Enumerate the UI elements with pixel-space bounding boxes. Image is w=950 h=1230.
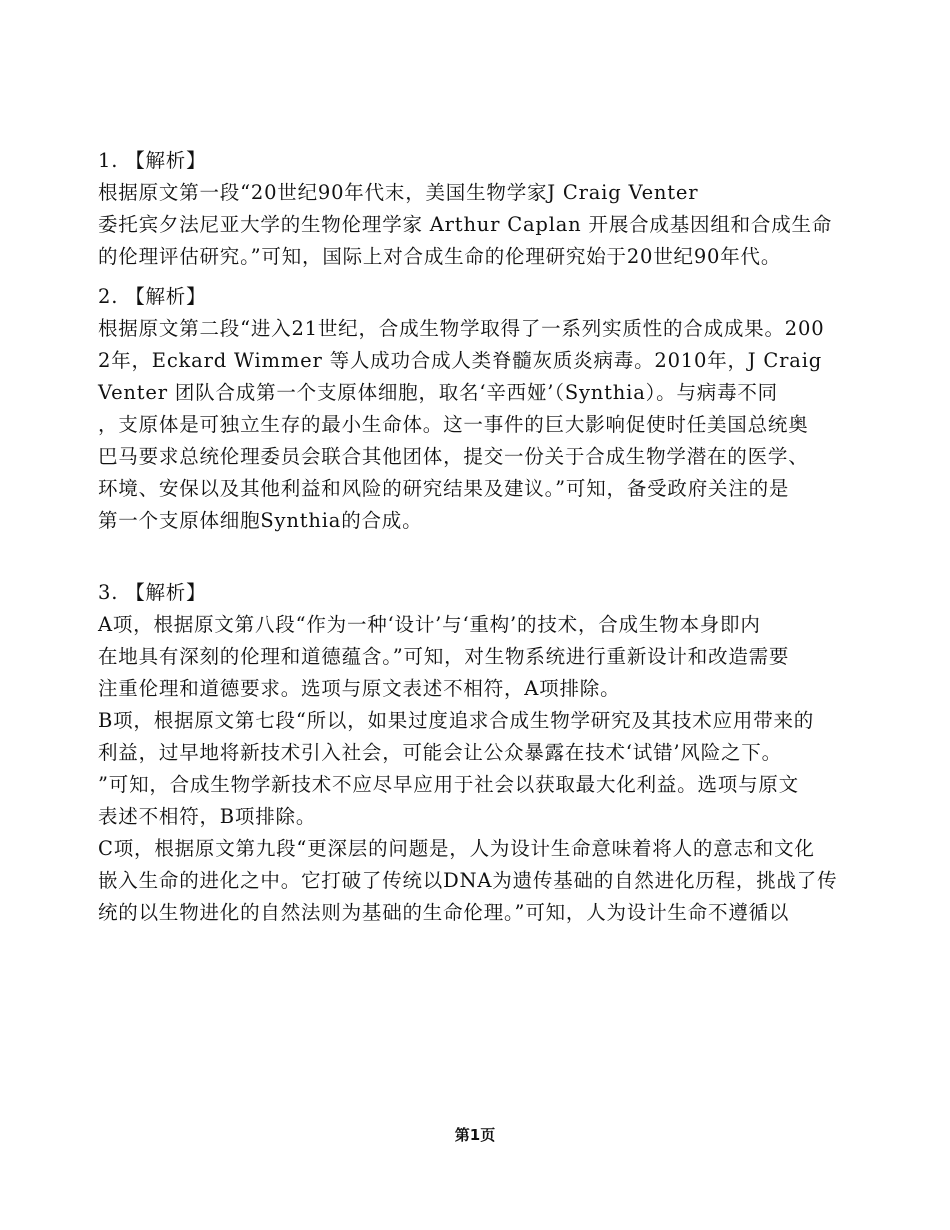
- paragraph-line: 环境、安保以及其他利益和风险的研究结果及建议。”可知，备受政府关注的是: [98, 477, 790, 500]
- paragraph-line: 在地具有深刻的伦理和道德蕴含。”可知，对生物系统进行重新设计和改造需要: [98, 645, 790, 668]
- answer-section-3: [98, 577, 874, 929]
- section-spacer: [98, 273, 874, 281]
- section-spacer: [98, 537, 874, 577]
- paragraph-line: ，支原体是可独立生存的最小生命体。这一事件的巨大影响促使时任美国总统奥: [98, 413, 809, 436]
- answer-section-1: [98, 145, 874, 273]
- paragraph-line: Venter 团队合成第一个支原体细胞，取名‘辛西娅’（Synthia）。与病毒不同: [98, 381, 778, 404]
- paragraph-line: ”可知，合成生物学新技术不应尽早应用于社会以获取最大化利益。选项与原文: [98, 773, 799, 796]
- page-number: 第1页: [454, 1126, 496, 1144]
- section-heading: 2. 【解析】: [98, 285, 207, 308]
- paragraph-line: 第一个支原体细胞Synthia的合成。: [98, 509, 423, 532]
- paragraph-line: 委托宾夕法尼亚大学的生物伦理学家 Arthur Caplan 开展合成基因组和合成生命: [98, 213, 833, 236]
- paragraph-line: 根据原文第二段“进入21世纪，合成生物学取得了一系列实质性的合成成果。200: [98, 317, 825, 340]
- paragraph-line: 的伦理评估研究。”可知，国际上对合成生命的伦理研究始于20世纪90年代。: [98, 245, 782, 268]
- paragraph-line: 巴马要求总统伦理委员会联合其他团体，提交一份关于合成生物学潜在的医学、: [98, 445, 809, 468]
- paragraph-line: 根据原文第一段“20世纪90年代末，美国生物学家J Craig Venter: [98, 181, 699, 204]
- paragraph-line: 统的以生物进化的自然法则为基础的生命伦理。”可知，人为设计生命不遵循以: [98, 901, 790, 924]
- paragraph-line: 表述不相符，B项排除。: [98, 805, 317, 828]
- section-heading: 3. 【解析】: [98, 581, 207, 604]
- answer-section-2: [98, 281, 874, 537]
- paragraph-line: B项，根据原文第七段“所以，如果过度追求合成生物学研究及其技术应用带来的: [98, 709, 815, 732]
- paragraph-line: 利益，过早地将新技术引入社会，可能会让公众暴露在技术‘试错’风险之下。: [98, 741, 782, 764]
- document-body: [98, 145, 874, 929]
- paragraph-line: 嵌入生命的进化之中。它打破了传统以DNA为遗传基础的自然进化历程，挑战了传: [98, 869, 838, 892]
- paragraph-line: 注重伦理和道德要求。选项与原文表述不相符，A项排除。: [98, 677, 621, 700]
- paragraph-line: A项，根据原文第八段“作为一种‘设计’与‘重构’的技术，合成生物本身即内: [98, 613, 761, 636]
- paragraph-line: 2年，Eckard Wimmer 等人成功合成人类脊髓灰质炎病毒。2010年，J Craig: [98, 349, 823, 372]
- paragraph-line: C项，根据原文第九段“更深层的问题是，人为设计生命意味着将人的意志和文化: [98, 837, 815, 860]
- section-heading: 1. 【解析】: [98, 149, 207, 172]
